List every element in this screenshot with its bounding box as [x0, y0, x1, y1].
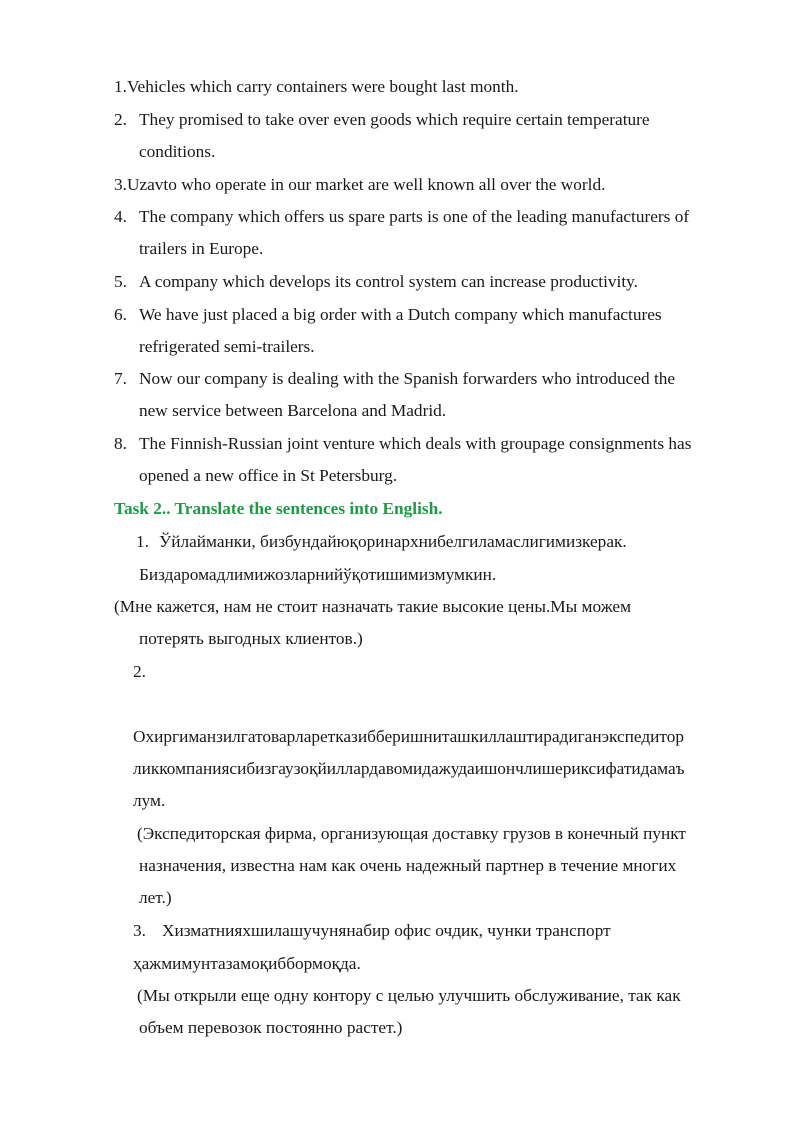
- task2-item-3-source-line-2: ҳажмимунтазамоқиббормоқда.: [133, 954, 361, 973]
- task1-item-6-line-2: refrigerated semi-trailers.: [139, 337, 315, 356]
- task2-item-2-source-line-2: ликкомпаниясибизгаузоқйиллардавомидажудаишончлишериксифатидамаъ: [133, 759, 685, 778]
- task1-item-7-number: 7.: [114, 369, 127, 388]
- task2-item-1-number: 1.: [136, 532, 149, 551]
- task1-item-4-line-2: trailers in Europe.: [139, 239, 264, 258]
- task1-item-6-number: 6.: [114, 305, 127, 324]
- task1-item-8-number: 8.: [114, 434, 127, 453]
- task1-item-5-number: 5.: [114, 272, 127, 291]
- task1-item-1: 1.Vehicles which carry containers were bought last month.: [114, 77, 519, 96]
- task1-item-5-line-1: A company which develops its control system can increase productivity.: [139, 272, 638, 291]
- task1-item-2-number: 2.: [114, 110, 127, 129]
- task2-item-2-translation-line-1: (Экспедиторская фирма, организующая доставку грузов в конечный пункт: [137, 824, 686, 843]
- task1-item-4-number: 4.: [114, 207, 127, 226]
- task1-item-8-line-2: opened a new office in St Petersburg.: [139, 466, 398, 485]
- task2-item-3-number: 3.: [133, 921, 146, 940]
- task1-item-2-line-1: They promised to take over even goods which require certain temperature: [139, 110, 650, 129]
- task1-item-6-line-1: We have just placed a big order with a Dutch company which manufactures: [139, 305, 662, 324]
- task2-heading: Task 2.. Translate the sentences into English.: [114, 499, 443, 518]
- task1-item-4-line-1: The company which offers us spare parts is one of the leading manufacturers of: [139, 207, 690, 226]
- task1-item-3: 3.Uzavto who operate in our market are well known all over the world.: [114, 175, 606, 194]
- task1-item-7-line-1: Now our company is dealing with the Spanish forwarders who introduced the: [139, 369, 676, 388]
- task2-item-2-number: 2.: [133, 662, 146, 681]
- task1-item-8-line-1: The Finnish-Russian joint venture which deals with groupage consignments has: [139, 434, 692, 453]
- task1-item-7-line-2: new service between Barcelona and Madrid.: [139, 401, 447, 420]
- task1-item-2-line-2: conditions.: [139, 142, 216, 161]
- task2-item-3-translation-line-2: объем перевозок постоянно растет.): [139, 1018, 403, 1037]
- task2-item-1-source-line-1: Ўйлайманки, бизбундайюқоринархнибелгиламаслигимизкерак.: [159, 532, 627, 551]
- task2-item-2-translation-line-2: назначения, известна нам как очень надежный партнер в течение многих: [139, 856, 677, 875]
- task2-item-1-source-line-2: Биздаромадлимижозларнийўқотишимизмумкин.: [139, 565, 497, 584]
- task2-item-2-source-line-1: Охиргиманзилгатоварларетказибберишниташкиллаштирадиганэкспедитор: [133, 727, 684, 746]
- task2-item-1-translation-line-1: (Мне кажется, нам не стоит назначать такие высокие цены.Мы можем: [114, 597, 632, 616]
- task2-item-3-translation-line-1: (Мы открыли еще одну контору с целью улучшить обслуживание, так как: [137, 986, 681, 1005]
- task2-item-2-source-line-3: лум.: [133, 791, 166, 810]
- task2-item-1-translation-line-2: потерять выгодных клиентов.): [139, 629, 363, 648]
- task2-item-2-translation-line-3: лет.): [139, 888, 172, 907]
- task2-item-3-source-line-1: Хизматнияхшилашучунянабир офис очдик, чунки транспорт: [162, 921, 611, 940]
